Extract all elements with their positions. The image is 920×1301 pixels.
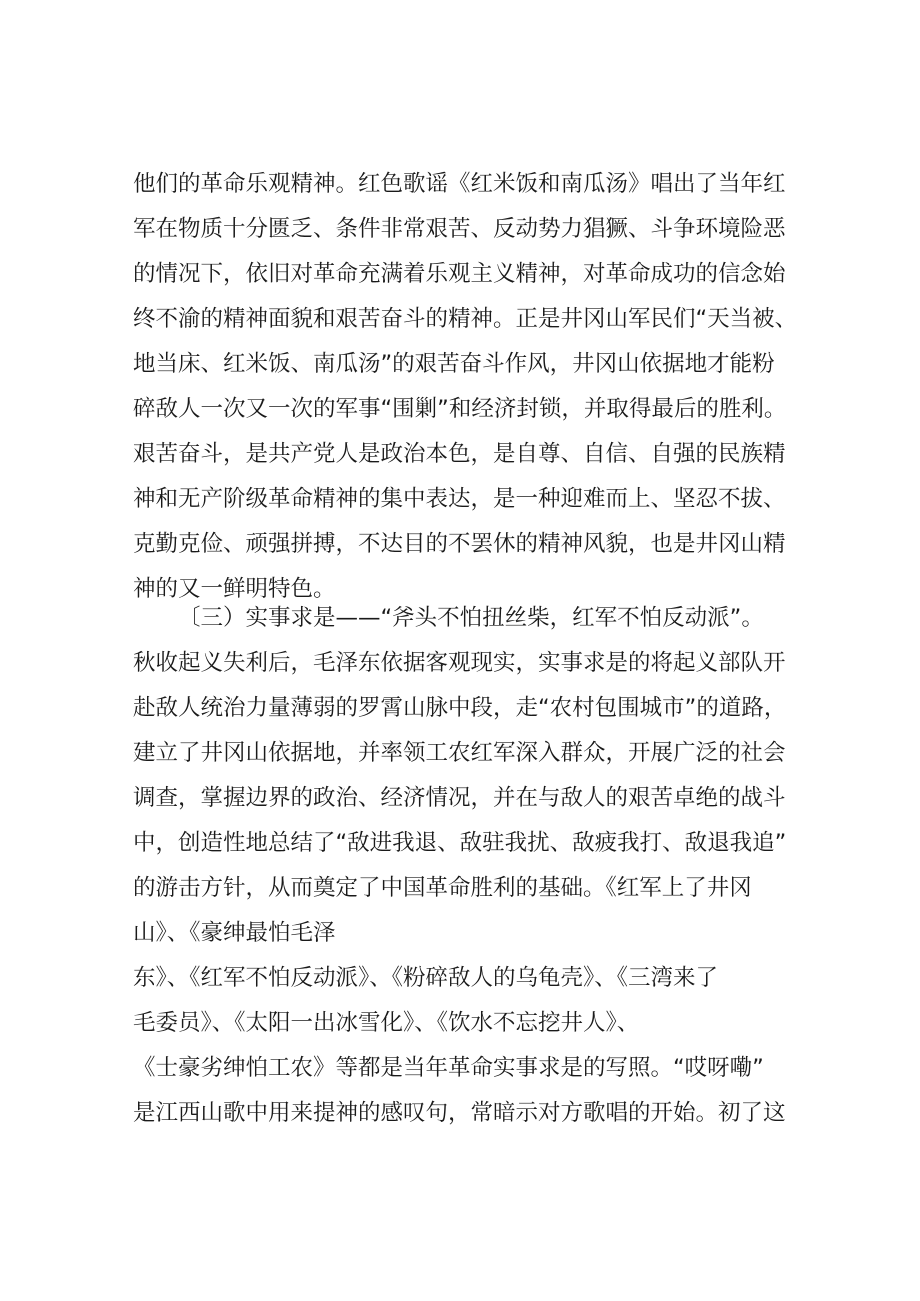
text-line: 秋收起义失利后，毛泽东依据客观现实，实事求是的将起义部队开 — [133, 650, 786, 676]
text-line: 赴敌人统治力量薄弱的罗霄山脉中段，走“农村包围城市”的道路， — [133, 695, 787, 721]
text-line: 山》、《豪绅最怕毛泽 — [133, 920, 336, 946]
text-line: 调查，掌握边界的政治、经济情况，并在与敌人的艰苦卓绝的战斗 — [133, 785, 786, 811]
text-line: 他们的革命乐观精神。红色歌谣《红米饭和南瓜汤》唱出了当年红 — [133, 171, 786, 197]
text-line: 终不渝的精神面貌和艰苦奋斗的精神。正是井冈山军民们“天当被、 — [133, 306, 798, 332]
text-line: 《士豪劣绅怕工农》等都是当年革命实事求是的写照。“哎呀嘞” — [133, 1055, 764, 1081]
text-line: 的游击方针，从而奠定了中国革命胜利的基础。《红军上了井冈 — [133, 875, 752, 901]
text-line: 的情况下，依旧对革命充满着乐观主义精神，对革命成功的信念始 — [133, 261, 786, 287]
text-line: 地当床、红米饭、南瓜汤”的艰苦奋斗作风，井冈山依据地才能粉 — [133, 351, 775, 377]
text-line: 神的又一鲜明特色。 — [133, 576, 336, 602]
text-line: 东》、《红军不怕反动派》、《粉碎敌人的乌龟壳》、《三湾来了 — [133, 965, 719, 991]
text-line: 中，创造性地总结了“敌进我退、敌驻我扰、敌疲我打、敌退我追” — [133, 830, 787, 856]
text-line: 军在物质十分匮乏、条件非常艰苦、反动势力猖獗、斗争环境险恶 — [133, 216, 786, 242]
section-heading: 〔三）实事求是——“斧头不怕扭丝柴，红军不怕反动派”。 — [178, 605, 764, 631]
text-line: 艰苦奋斗，是共产党人是政治本色，是自尊、自信、自强的民族精 — [133, 441, 786, 467]
text-line: 克勤克俭、顽强拼搏，不达目的不罢休的精神风貌，也是井冈山精 — [133, 531, 786, 557]
text-line: 神和无产阶级革命精神的集中表达，是一种迎难而上、坚忍不拔、 — [133, 486, 786, 512]
text-line: 碎敌人一次又一次的军事“围剿”和经济封锁，并取得最后的胜利。 — [133, 396, 787, 422]
text-line: 是江西山歌中用来提神的感叹句，常暗示对方歌唱的开始。初了这 — [133, 1100, 786, 1126]
text-line: 毛委员》、《太阳一出冰雪化》、《饮水不忘挖井人》、 — [133, 1010, 640, 1036]
text-line: 建立了井冈山依据地，并率领工农红军深入群众，开展广泛的社会 — [133, 740, 786, 766]
